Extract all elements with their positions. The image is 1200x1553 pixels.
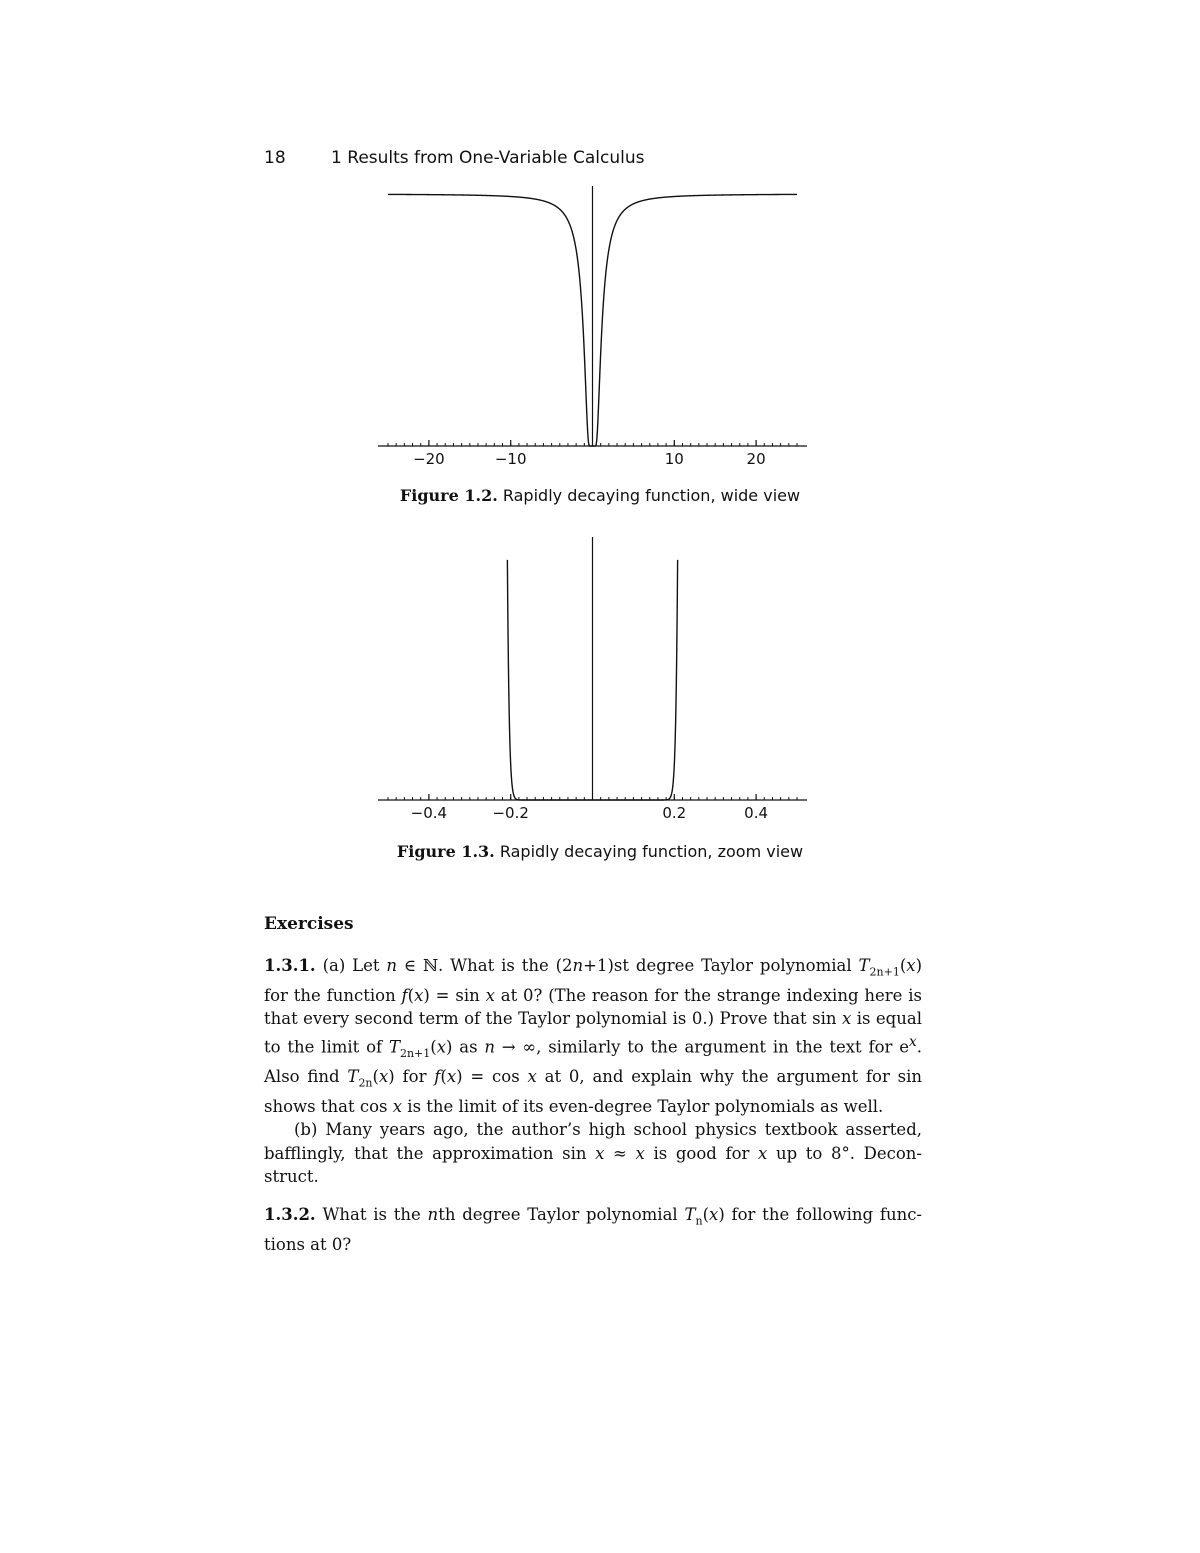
fig1-tick-label: −20 (413, 450, 445, 468)
figure-1-2-label: Figure 1.2. (399, 486, 498, 505)
figure-1-2-text: Rapidly decaying function, wide view (502, 486, 801, 505)
fig1-tick-label: 10 (664, 450, 684, 468)
exercise-number: 1.3.2. (264, 1205, 316, 1224)
exercise-1-3-1: 1.3.1. (a) Let n ∈ ℕ. What is the (2n+1)st degree Taylor polynomial $T_{2n+1}(x)$ for the function f(x) = sin x at 0? (The reason for the strange indexing here is that every second term of the Taylor polynomial is 0.) Prove that sin x is equal to the limit of $T_{2n+1}(x)$ as n → ∞, similarly to the argument in the text for $e^x$. Also find $T_{2n}(x)$ for f(x) = cos x at 0, and explain why the argument for sin shows that cos x is the limit of its even-degree Taylor polynomials as well. (b) Many years ago, the author’s high school physics textbook asserted, bafflingly, that the approximation sin x ≈ x is good for x up to 8°. Decon-struct. (264, 956, 923, 1187)
fig1-tick-label: 20 (746, 450, 766, 468)
figure-1-3-label: Figure 1.3. (396, 842, 495, 861)
fig2-tick-label: −0.4 (410, 804, 448, 822)
figure-1-3-axes (378, 537, 807, 822)
section-title-exercises: Exercises (264, 914, 354, 934)
fig2-tick-label: −0.2 (492, 804, 529, 822)
figure-1-2-chart (370, 180, 820, 480)
exercise-number: 1.3.1. (264, 956, 316, 975)
figure-1-2-axes (378, 186, 807, 468)
page-number: 18 (264, 148, 286, 168)
figure-1-2-caption (0, 486, 1200, 505)
exercise-1-3-2: 1.3.2. What is the nth degree Taylor polynomial $T_n(x)$ for the following func- tions at 0? (264, 1205, 923, 1254)
figure-1-3-caption (0, 842, 1200, 861)
running-head (264, 148, 645, 168)
fig2-tick-label: 0.2 (662, 804, 687, 822)
figure-1-3-chart (370, 530, 820, 830)
fig2-tick-label: 0.4 (744, 804, 769, 822)
chapter-title: 1 Results from One-Variable Calculus (331, 148, 645, 168)
fig1-tick-label: −10 (494, 450, 527, 468)
figure-1-3-text: Rapidly decaying function, zoom view (499, 842, 804, 861)
